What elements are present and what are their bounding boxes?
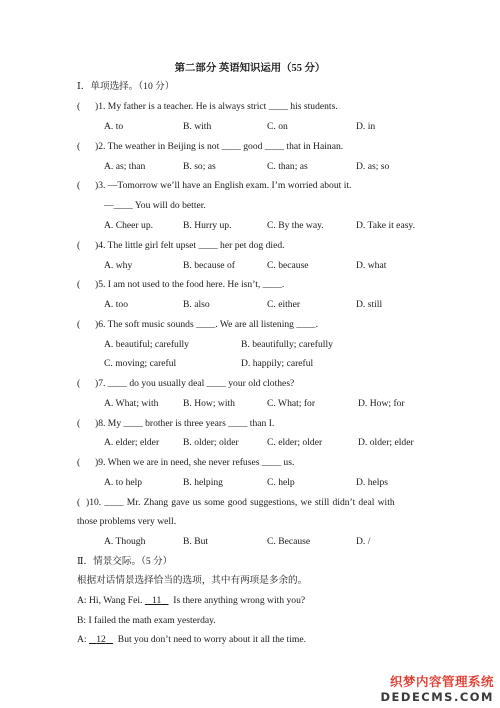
question-8-stem: )8. My ____ brother is three years ____ than I.: [95, 418, 275, 429]
dialogue-speaker-text: B: I failed the math exam yesterday.: [77, 615, 216, 626]
q6-option-b: B. beautifully; carefully: [241, 339, 333, 350]
q5-option-d: D. still: [356, 299, 383, 310]
q9-option-a: A. to help: [104, 477, 143, 488]
watermark-top-text: 织梦内容管理系统: [389, 674, 494, 689]
question-3-reply: —____ You will do better.: [104, 200, 206, 211]
answer-paren: (: [77, 378, 81, 389]
question-4-stem: )4. The little girl felt upset ____ her pet dog died.: [95, 240, 285, 251]
q4-option-a: A. why: [104, 260, 133, 271]
q1-option-b: B. with: [183, 121, 212, 132]
section1-heading: Ⅰ．单项选择。（10 分）: [77, 81, 175, 92]
q2-option-c: C. than; as: [267, 161, 308, 172]
q8-option-d: D. older; elder: [358, 437, 414, 448]
q3-option-a: A. Cheer up.: [104, 220, 154, 231]
q6-option-a: A. beautiful; carefully: [104, 339, 189, 350]
q3-option-d: D. Take it easy.: [356, 220, 416, 231]
q4-option-c: C. because: [267, 260, 309, 271]
q8-option-c: C. elder; older: [267, 437, 323, 448]
q9-option-b: B. helping: [183, 477, 223, 488]
q9-option-d: D. helps: [356, 477, 388, 488]
dialogue-speaker-text: A:: [77, 634, 89, 645]
q2-option-a: A. as; than: [104, 161, 146, 172]
dialogue-blank-12: 12: [96, 634, 106, 645]
q8-option-a: A. elder; elder: [104, 437, 160, 448]
question-1-stem: )1. My father is a teacher. He is always strict ____ his students.: [95, 101, 338, 112]
question-10-stem: )10. ____ Mr. Zhang gave us some good suggestions, we still didn’t deal with: [86, 497, 395, 508]
q5-option-b: B. also: [183, 299, 210, 310]
answer-paren: (: [77, 180, 81, 191]
question-3-stem: )3. —Tomorrow we’ll have an English exam. I’m worried about it.: [95, 180, 352, 191]
dialogue-line-1: [77, 595, 305, 607]
watermark-bottom-text: DEDECMS.COM: [380, 690, 494, 704]
q4-option-b: B. because of: [183, 260, 235, 271]
q10-option-b: B. But: [183, 536, 209, 547]
q1-option-d: D. in: [356, 121, 376, 132]
q7-option-a: A. What; with: [104, 398, 159, 409]
q6-option-c: C. moving; careful: [104, 358, 177, 369]
q5-option-a: A. too: [104, 299, 128, 310]
answer-paren: (: [77, 497, 81, 508]
section2-instruction: 根据对话情景选择恰当的选项，其中有两项是多余的。: [77, 575, 308, 586]
answer-paren: (: [77, 279, 81, 290]
question-5-stem: )5. I am not used to the food here. He isn’t, ____.: [95, 279, 285, 290]
q4-option-d: D. what: [356, 260, 387, 271]
section2-heading: Ⅱ．情景交际。（5 分）: [77, 556, 173, 567]
question-7-stem: )7. ____ do you usually deal ____ your old clothes?: [95, 378, 295, 389]
q5-option-c: C. either: [267, 299, 301, 310]
q3-option-b: B. Hurry up.: [183, 220, 232, 231]
dialogue-text: Is there anything wrong with you?: [173, 595, 306, 606]
dialogue-blank-11: 11: [152, 595, 162, 606]
answer-paren: (: [77, 240, 81, 251]
question-10-continuation: those problems very well.: [77, 516, 177, 527]
q3-option-c: C. By the way.: [267, 220, 324, 231]
answer-paren: (: [77, 418, 81, 429]
q1-option-c: C. on: [267, 121, 288, 132]
answer-paren: (: [77, 319, 81, 330]
q1-option-a: A. to: [104, 121, 124, 132]
q6-option-d: D. happily; careful: [241, 358, 314, 369]
q10-option-d: D. /: [356, 536, 371, 547]
q2-option-d: D. as; so: [356, 161, 390, 172]
dialogue-text: But you don’t need to worry about it all the time.: [117, 634, 306, 645]
dialogue-line-2: [77, 615, 216, 627]
q10-option-c: C. Because: [267, 536, 311, 547]
q7-option-c: C. What; for: [267, 398, 316, 409]
question-9-stem: )9. When we are in need, she never refuses ____ us.: [95, 457, 295, 468]
watermark-logo: [360, 668, 498, 708]
question-6-stem: )6. The soft music sounds ____. We are all listening ____.: [95, 319, 318, 330]
dialogue-speaker-text: A: Hi, Wang Fei.: [77, 595, 145, 606]
q10-option-a: A. Though: [104, 536, 146, 547]
answer-paren: (: [77, 101, 81, 112]
q7-option-d: D. How; for: [358, 398, 405, 409]
answer-paren: (: [77, 457, 81, 468]
answer-paren: (: [77, 141, 81, 152]
part-title: 第二部分 英语知识运用（55 分）: [174, 63, 326, 74]
dialogue-line-3: [77, 634, 306, 646]
question-2-stem: )2. The weather in Beijing is not ____ good ____ that in Hainan.: [95, 141, 344, 152]
q9-option-c: C. help: [267, 477, 295, 488]
q7-option-b: B. How; with: [183, 398, 235, 409]
q8-option-b: B. older; older: [183, 437, 239, 448]
q2-option-b: B. so; as: [183, 161, 216, 172]
